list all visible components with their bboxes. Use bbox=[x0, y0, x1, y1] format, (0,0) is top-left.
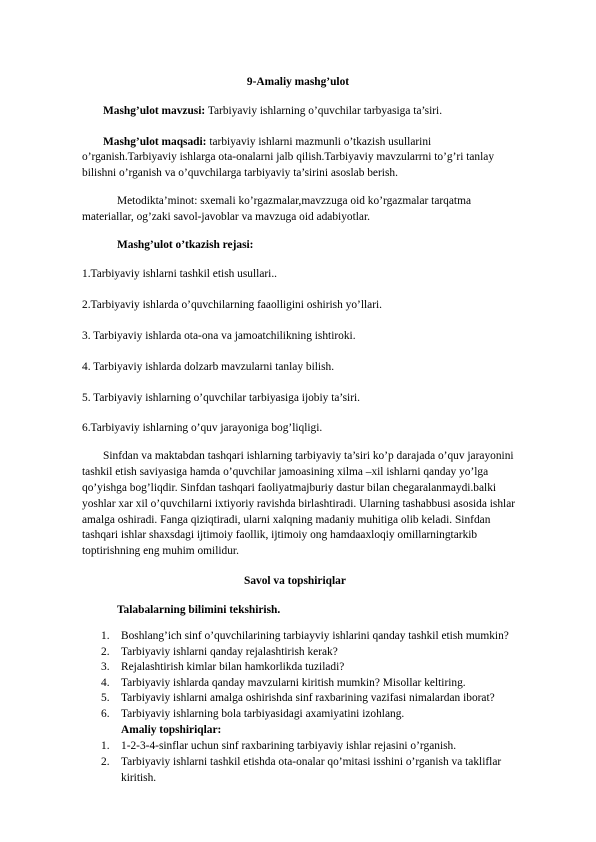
question-text: Tarbiyaviy ishlarning bola tarbiyasidagi axamiyatini izohlang. bbox=[121, 707, 405, 720]
list-item: 6. Tarbiyaviy ishlarning bola tarbiyasidagi axamiyatini izohlang. bbox=[101, 707, 405, 720]
body-line-3: qo’yishga bog’liqdir. Sinfdan tashqari faoliyatmajburiy dastur bilan chegaralanmaydi.balki bbox=[82, 482, 497, 494]
questions-list bbox=[101, 629, 509, 723]
materials-line-2: materiallar, og’zaki savol-javoblar va mavzuga oid adabiyotlar. bbox=[82, 211, 370, 223]
body-line-1: Sinfdan va maktabdan tashqari ishlarning tarbiyaviy ta’siri ko’p darajada o’quv jarayonini bbox=[103, 450, 514, 462]
practical-cont: kiritish. bbox=[121, 772, 157, 784]
question-text: Boshlang’ich sinf o’quvchilarining tarbiayviy ishlarini qanday tashkil etish mumkin? bbox=[121, 630, 509, 642]
goal-line-2: o’rganish.Tarbiyaviy ishlarga ota-onalarni jalb qilish.Tarbiyaviy mavzularrni to’g’ri tanlay bbox=[82, 151, 495, 163]
plan-item-6: 6.Tarbiyaviy ishlarning o’quv jarayoniga bog’liqligi. bbox=[82, 422, 323, 434]
list-item: 2. Tarbiyaviy ishlarni tashkil etishda ota-onalar qo’mitasi isshini o’rganish va takliflar bbox=[101, 755, 502, 768]
question-text: Tarbiyaviy ishlarni qanday rejalashtirish kerak? bbox=[121, 645, 338, 658]
body-line-7: toptirishning eng muhim omilidur. bbox=[82, 545, 239, 557]
list-item: 4. Tarbiyaviy ishlarda qanday mavzularni kiritish mumkin? Misollar keltiring. bbox=[101, 676, 466, 689]
list-item: 3. Rejalashtirish kimlar bilan hamkorlikda tuziladi? bbox=[101, 661, 345, 674]
plan-item-5: 5. Tarbiyaviy ishlarning o’quvchilar tarbiyasiga ijobiy ta’siri. bbox=[82, 392, 361, 404]
questions-heading: Savol va topshiriqlar bbox=[244, 575, 346, 587]
question-text: Tarbiyaviy ishlarni amalga oshirishda sinf raxbarining vazifasi nimalardan iborat? bbox=[121, 692, 495, 705]
goal-label: Mashg’ulot maqsadi: bbox=[103, 136, 207, 148]
question-text: Rejalashtirish kimlar bilan hamkorlikda tuziladi? bbox=[121, 661, 345, 674]
practical-list bbox=[101, 739, 501, 770]
goal-line-3: bilishni o’rganish va o’quvchilarga tarbiyaviy ta’sirini asoslab berish. bbox=[82, 167, 398, 179]
plan-item-2: 2.Tarbiyaviy ishlarda o’quvchilarning faaolligini oshirish yo’llari. bbox=[82, 299, 383, 311]
body-line-6: tashqari ishlar shaxsdagi ijtimoiy faollik, ijtimoiy ong hamdaaxloqiy omillarningtarkib bbox=[82, 529, 478, 541]
topic-label: Mashg’ulot mavzusi: bbox=[103, 105, 206, 117]
list-item: 1. 1-2-3-4-sinflar uchun sinf raxbarining tarbiyaviy ishlar rejasini o’rganish. bbox=[101, 740, 457, 752]
topic-line bbox=[103, 104, 442, 119]
plan-heading: Mashg’ulot o’tkazish rejasi: bbox=[117, 239, 254, 251]
topic-text: Tarbiyaviy ishlarning o’quvchilar tarbyasiga ta’siri. bbox=[205, 105, 443, 117]
plan-item-4: 4. Tarbiyaviy ishlarda dolzarb mavzularni tanlay bilish. bbox=[82, 361, 335, 373]
plan-item-1: 1.Tarbiyaviy ishlarni tashkil etish usullari.. bbox=[82, 268, 278, 280]
page-title: 9-Amaliy mashg’ulot bbox=[246, 76, 350, 88]
practical-heading: Amaliy topshiriqlar: bbox=[121, 724, 222, 736]
plan-item-3: 3. Tarbiyaviy ishlarda ota-ona va jamoatchilikning ishtiroki. bbox=[82, 330, 356, 342]
list-item: 1. Boshlang’ich sinf o’quvchilarining tarbiayviy ishlarini qanday tashkil etish mumkin? bbox=[101, 630, 509, 642]
list-item: 2. Tarbiyaviy ishlarni qanday rejalashtirish kerak? bbox=[101, 645, 338, 658]
goal-text-1: tarbiyaviy ishlarni mazmunli o’tkazish usullarini bbox=[206, 136, 432, 148]
body-line-2: tashkil etish saviyasiga hamda o’quvchilar jamoasining xilma –xil ishlarni qanday yo’lga bbox=[82, 466, 489, 478]
check-heading: Talabalarning bilimini tekshirish. bbox=[117, 604, 281, 616]
practical-text: 1-2-3-4-sinflar uchun sinf raxbarining tarbiyaviy ishlar rejasini o’rganish. bbox=[121, 740, 457, 752]
goal-line-1 bbox=[103, 135, 431, 150]
body-line-4: yoshlar xar xil o’quvchilarni ixtiyoriy ravishda birlashtiradi. Ularning tashabbusi asosida ishlar bbox=[82, 498, 516, 510]
question-text: Tarbiyaviy ishlarda qanday mavzularni kiritish mumkin? Misollar keltiring. bbox=[121, 676, 466, 689]
body-line-5: amalga oshiradi. Fanga qiziqtiradi, ularni xalqning madaniy muhitiga olib keladi. Sinfdan bbox=[82, 514, 491, 526]
list-item: 5. Tarbiyaviy ishlarni amalga oshirishda sinf raxbarining vazifasi nimalardan iborat? bbox=[101, 692, 495, 705]
materials-line-1: Metodikta’minot: sxemali ko’rgazmalar,mavzzuga oid ko’rgazmalar tarqatma bbox=[117, 195, 471, 207]
practical-text: Tarbiyaviy ishlarni tashkil etishda ota-onalar qo’mitasi isshini o’rganish va takliflar bbox=[121, 755, 502, 768]
